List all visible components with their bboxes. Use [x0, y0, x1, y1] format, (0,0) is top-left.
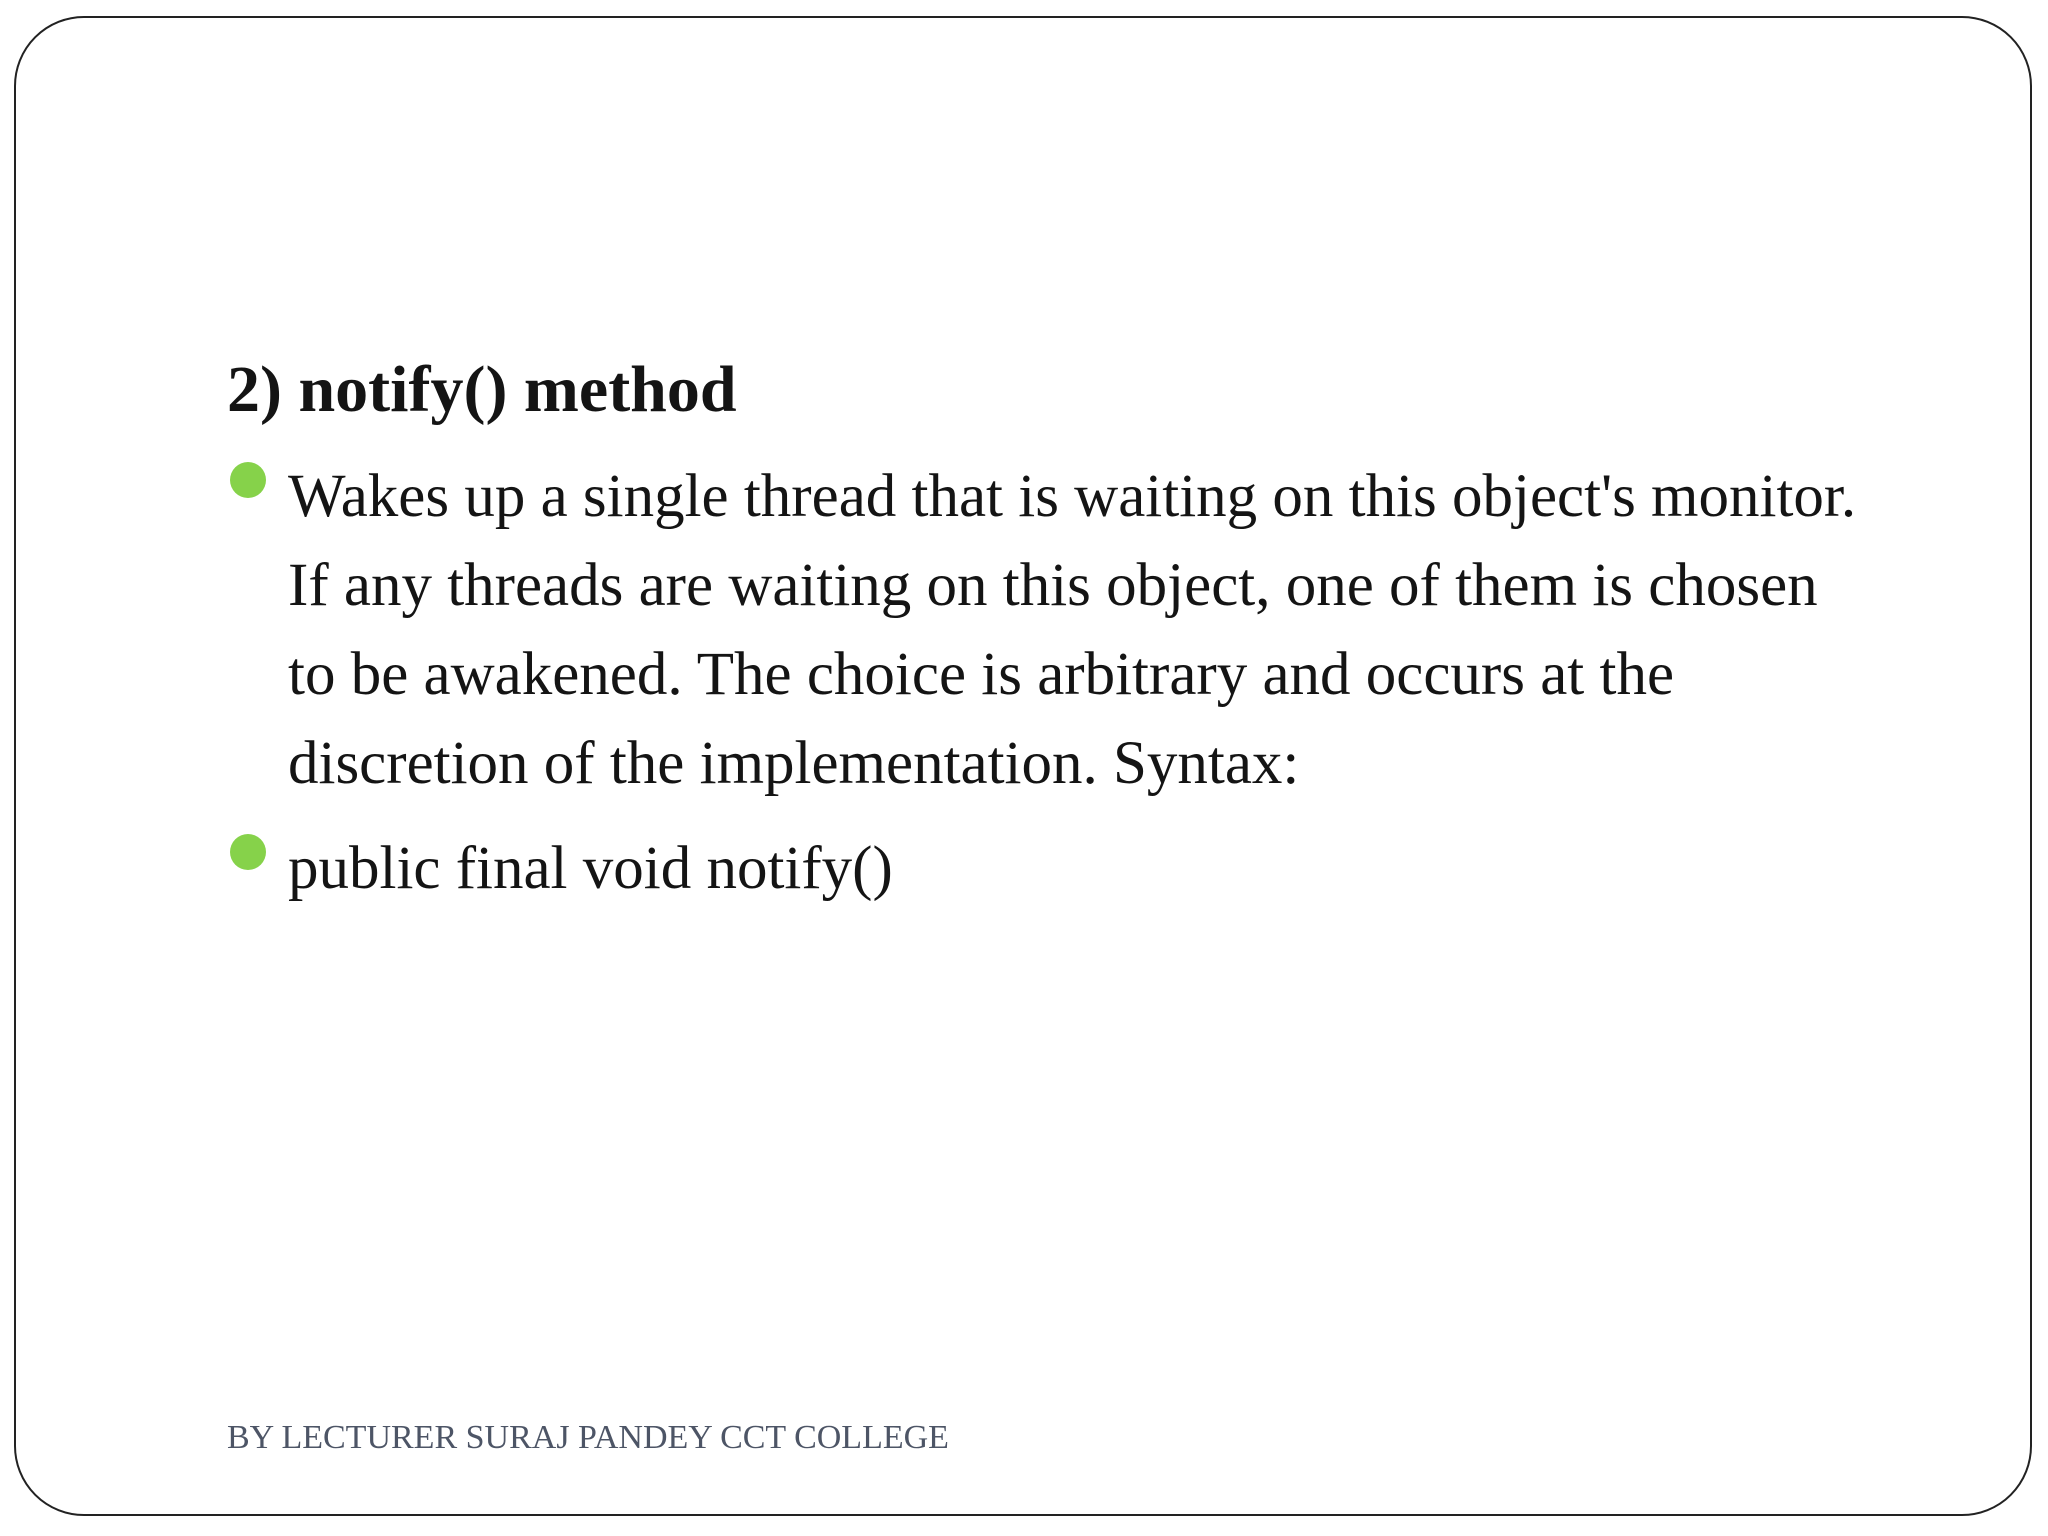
green-dot-bullet-icon	[230, 462, 266, 498]
bullet-text: public final void notify()	[288, 835, 893, 902]
slide-footer: BY LECTURER SURAJ PANDEY CCT COLLEGE	[227, 1419, 949, 1456]
bullet-list	[227, 452, 1867, 929]
bullet-item	[227, 452, 1867, 808]
green-dot-bullet-icon	[230, 834, 266, 870]
bullet-item	[227, 824, 1867, 913]
bullet-text: Wakes up a single thread that is waiting on this object's monitor. If any threads are waiting on this object, one of them is chosen to be awakened. The choice is arbitrary and occurs at the discretion of the implementation. Syntax:	[288, 463, 1857, 797]
slide-heading: 2) notify() method	[227, 353, 737, 426]
